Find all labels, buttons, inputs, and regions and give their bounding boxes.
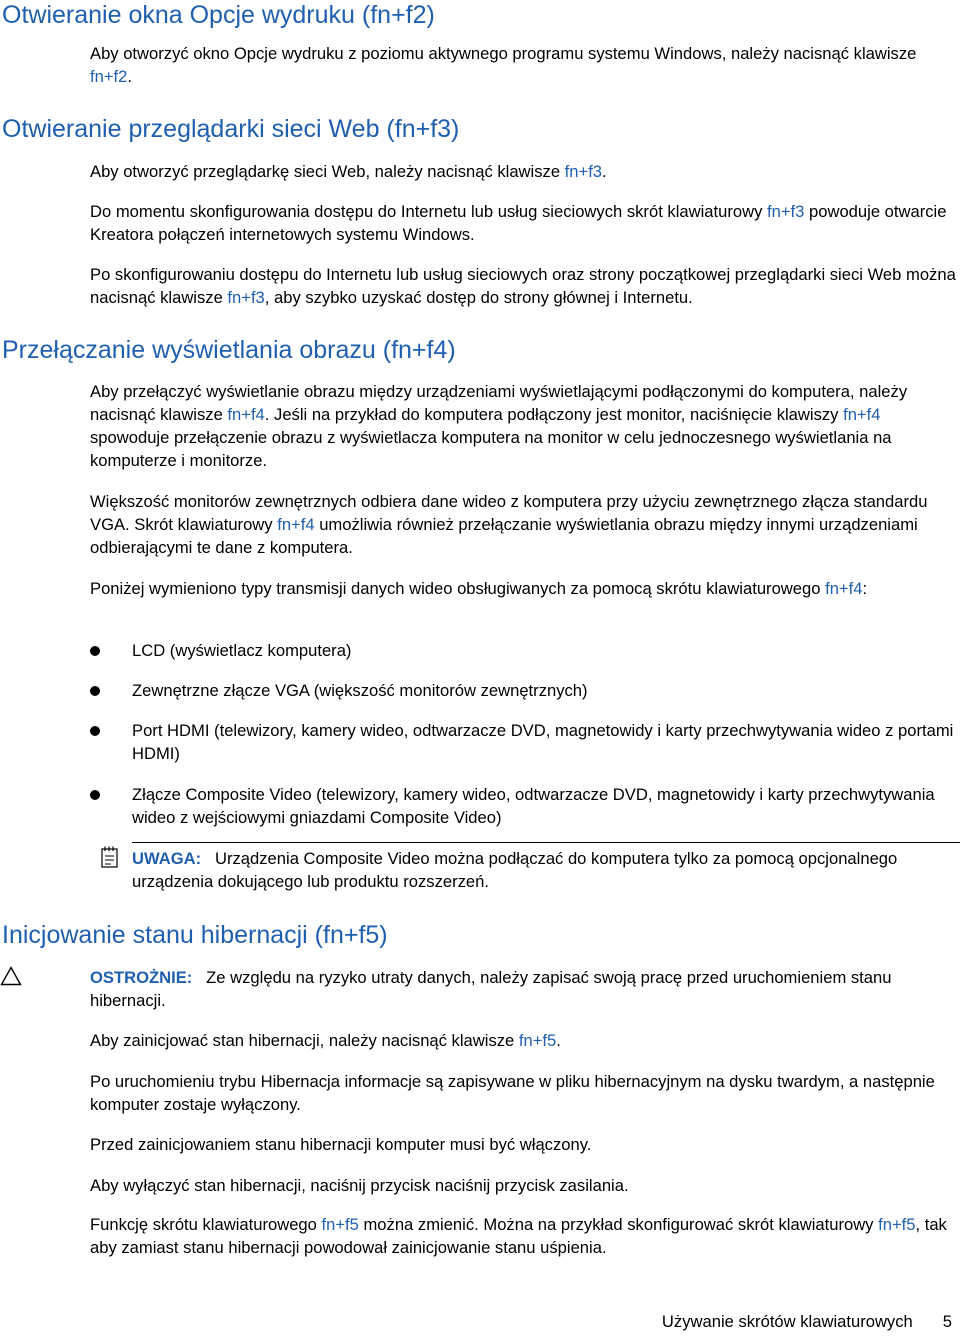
key-combo: fn+f4	[843, 405, 881, 424]
text: powoduje otwarcie Kreatora połączeń internetowych systemu Windows.	[90, 202, 947, 244]
warning-triangle-icon	[0, 966, 22, 986]
key-combo: fn+f5	[321, 1215, 359, 1234]
paragraph	[90, 490, 956, 559]
key-combo: fn+f4	[227, 405, 265, 424]
text: Aby przełączyć wyświetlanie obrazu między urządzeniami wyświetlającymi podłączonymi do komputera, należy nacisnąć klawisze	[90, 382, 908, 424]
section-title-print-options: Otwieranie okna Opcje wydruku (fn+f2)	[2, 1, 435, 29]
paragraph	[90, 1029, 956, 1052]
text: spowoduje przełączenie obrazu z wyświetlacza komputera na monitor w celu jednoczesnego wyświetlania na komputerze i monitorze.	[90, 428, 892, 470]
paragraph	[90, 42, 956, 88]
text: . Jeśli na przykład do komputera podłączony jest monitor, naciśnięcie klawiszy	[264, 405, 844, 424]
text: :	[862, 579, 868, 598]
paragraph	[90, 160, 956, 183]
text: można zmienić. Można na przykład skonfigurować skrót klawiaturowy	[358, 1215, 879, 1234]
caution-label: OSTROŻNIE:	[90, 968, 193, 987]
section-title-web-browser: Otwieranie przeglądarki sieci Web (fn+f3)	[2, 115, 460, 143]
text: , tak aby zamiast stanu hibernacji powodował zainicjowanie stanu uśpienia.	[90, 1215, 947, 1257]
paragraph	[90, 200, 956, 246]
text: Do momentu skonfigurowania dostępu do Internetu lub usług sieciowych skrót klawiaturowy	[90, 202, 768, 221]
key-combo: fn+f3	[564, 162, 603, 181]
footer-chapter-title: Używanie skrótów klawiaturowych	[661, 1312, 913, 1331]
list-item: Zewnętrzne złącze VGA (większość monitorów zewnętrznych)	[132, 681, 588, 700]
note	[132, 847, 956, 893]
page-footer	[662, 1310, 952, 1334]
paragraph	[90, 263, 956, 309]
key-combo: fn+f4	[277, 515, 315, 534]
paragraph	[90, 1213, 956, 1259]
paragraph: Po uruchomieniu trybu Hibernacja informacje są zapisywane w pliku hibernacyjnym na dysku twardym, a następnie komputer zostaje wyłączony.	[90, 1072, 935, 1114]
key-combo: fn+f2	[90, 67, 128, 86]
bullet-icon	[90, 790, 100, 800]
note-pad-icon	[101, 846, 125, 868]
paragraph: Przed zainicjowaniem stanu hibernacji komputer musi być włączony.	[90, 1135, 592, 1154]
list-item: Port HDMI (telewizory, kamery wideo, odtwarzacze DVD, magnetowidy i karty przechwytywania wideo z portami HDMI)	[132, 721, 954, 763]
text: .	[556, 1031, 561, 1050]
paragraph	[90, 380, 956, 472]
text: Aby zainicjować stan hibernacji, należy nacisnąć klawisze	[90, 1031, 519, 1050]
key-combo: fn+f5	[878, 1215, 916, 1234]
bullet-icon	[90, 646, 100, 656]
text: umożliwia również przełączanie wyświetlania obrazu między innymi urządzeniami odbierającymi te dane z komputera.	[90, 515, 918, 557]
text: , aby szybko uzyskać dostęp do strony głównej i Internetu.	[264, 288, 693, 307]
key-combo: fn+f4	[825, 579, 863, 598]
paragraph	[90, 577, 956, 600]
section-title-hibernation: Inicjowanie stanu hibernacji (fn+f5)	[2, 921, 388, 949]
bullet-icon	[90, 686, 100, 696]
caution-note	[90, 966, 956, 1012]
text: Większość monitorów zewnętrznych odbiera dane wideo z komputera przy użyciu zewnętrznego złącza standardu VGA. Skrót klawiaturowy	[90, 492, 928, 534]
note-text: Urządzenia Composite Video można podłączać do komputera tylko za pomocą opcjonalnego urządzenia dokującego lub produktu rozszerzeń.	[132, 849, 898, 891]
caution-text: Ze względu na ryzyko utraty danych, należy zapisać swoją pracę przed uruchomieniem stanu hibernacji.	[90, 968, 892, 1010]
text: Aby otworzyć przeglądarkę sieci Web, należy nacisnąć klawisze	[90, 162, 565, 181]
note-label: UWAGA:	[132, 849, 202, 868]
page-number: 5	[942, 1312, 952, 1331]
text: Funkcję skrótu klawiaturowego	[90, 1215, 322, 1234]
key-combo: fn+f5	[518, 1031, 557, 1050]
bullet-icon	[90, 726, 100, 736]
key-combo: fn+f3	[767, 202, 805, 221]
list-item: Złącze Composite Video (telewizory, kamery wideo, odtwarzacze DVD, magnetowidy i karty przechwytywania wideo z wejściowymi gniazdami Composite Video)	[132, 785, 935, 827]
text: .	[602, 162, 607, 181]
text: Aby otworzyć okno Opcje wydruku z poziomu aktywnego programu systemu Windows, należy nacisnąć klawisze	[90, 44, 917, 63]
paragraph: Aby wyłączyć stan hibernacji, naciśnij przycisk naciśnij przycisk zasilania.	[90, 1176, 629, 1195]
list-item: LCD (wyświetlacz komputera)	[132, 641, 352, 660]
text: Po skonfigurowaniu dostępu do Internetu lub usług sieciowych oraz strony początkowej przeglądarki sieci Web można nacisnąć klawisze	[90, 265, 956, 307]
section-title-display-switch: Przełączanie wyświetlania obrazu (fn+f4)	[2, 336, 456, 364]
text: .	[127, 67, 132, 86]
note-divider	[132, 842, 960, 843]
text: Poniżej wymieniono typy transmisji danych wideo obsługiwanych za pomocą skrótu klawiaturowego	[90, 579, 826, 598]
key-combo: fn+f3	[227, 288, 265, 307]
